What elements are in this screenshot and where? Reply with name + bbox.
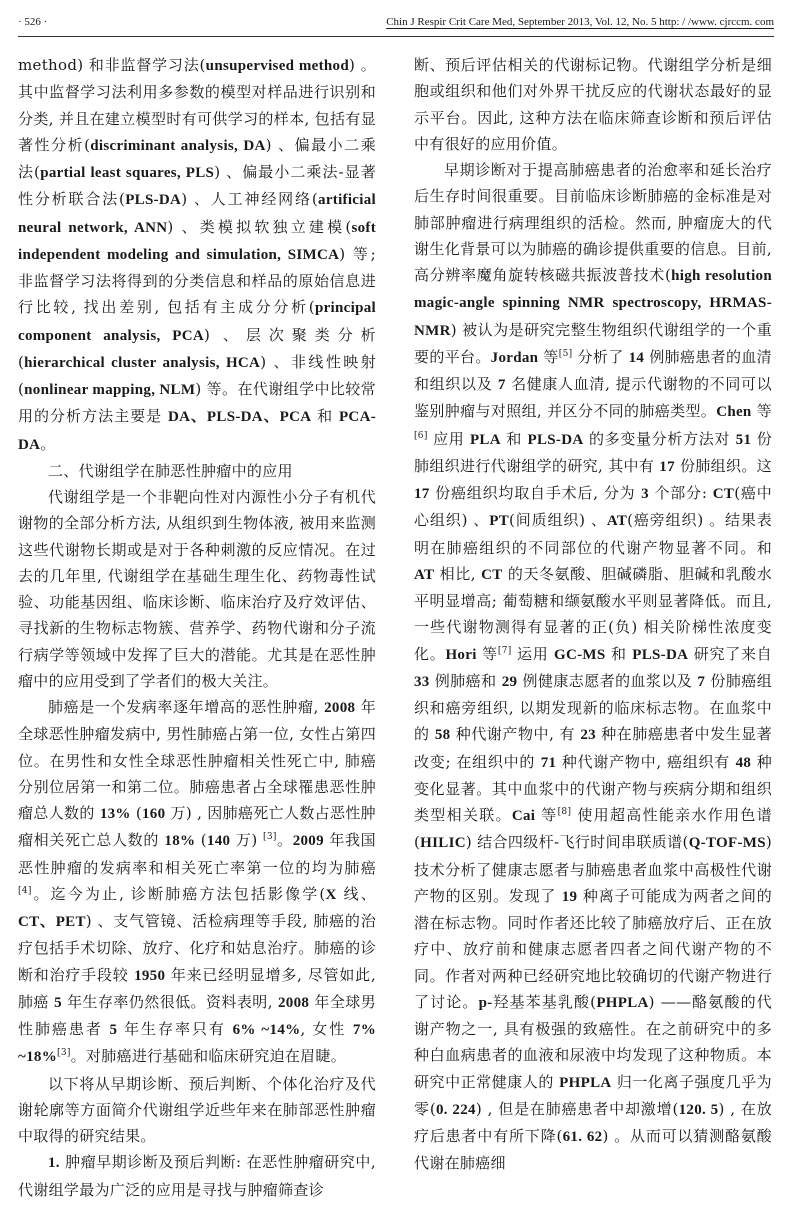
- citation-ref: [6]: [414, 430, 428, 441]
- paragraph-analysis-methods: method) 和非监督学习法(unsupervised method) 。其中监督学习法利用多参数的模型对样品进行识别和分类, 并且在建立模型时有可供学习的样本, 包括有显著性分析(discriminant analysis, DA) 、偏最小二乘法(partial least squares, PLS) 、偏最小二乘法-显著性分析联合法(PLS-DA) 、人工神经网络(artificial neural network, ANN) 、类模拟软独立建模(soft independent modeling and simulation, SIMCA) 等; 非监督学习法将得到的分类信息和样品的原始信息进行比较, 找出差别, 包括有主成分分析(principal component analysis, PCA) 、层次聚类分析(hierarchical cluster analysis, HCA) 、非线性映射(nonlinear mapping, NLM) 等。在代谢组学中比较常用的分析方法主要是 DA、PLS-DA、PCA 和 PCA-DA。: [18, 56, 377, 453]
- citation-ref: [4]: [18, 885, 32, 896]
- citation-ref: [3]: [263, 832, 277, 843]
- citation-ref: [7]: [497, 645, 512, 656]
- paragraph-overview: 以下将从早期诊断、预后判断、个体化治疗及代谢轮廓等方面简介代谢组学近些年来在肺部恶性肿瘤中取得的研究结果。: [18, 1074, 376, 1145]
- paragraph-early-diagnosis-studies: 早期诊断对于提高肺癌患者的治愈率和延长治疗后生存时间很重要。目前临床诊断肺癌的金标准是对肺部肿瘤进行病理组织的活检。然而, 肿瘤庞大的代谢生化背景可以为肺癌的确诊提供重要的信息。目前, 高分辨率魔角旋转核磁共振波普技术(high resolution magic-angle spinning NMR spectroscopy, HRMAS-NMR) 被认为是研究完整生物组织代谢组学的一个重要的平台。Jordan 等[5] 分析了 14 例肺癌患者的血清和组织以及 7 名健康人血清, 提示代谢物的不同可以鉴别肿瘤与对照组, 并区分不同的肺癌类型。Chen 等[6] 应用 PLA 和 PLS-DA 的多变量分析方法对 51 份肺组织进行代谢组学的研究, 其中有 17 份肺组织。这 17 份癌组织均取自手术后, 分为 3 个部分: CT(癌中心组织) 、PT(间质组织) 、AT(癌旁组织) 。结果表明在肺癌组织的不同部位的代谢产物显著不同。和 AT 相比, CT 的天冬氨酸、胆碱磷脂、胆碱和乳酸水平明显增高; 葡萄糖和缬氨酸水平则显著降低。而且, 一些代谢物测得有显著的正(负) 相关阶梯性浓度变化。Hori 等[7] 运用 GC-MS 和 PLS-DA 研究了来自 33 例肺癌和 29 例健康志愿者的血浆以及 7 份肺癌组织和癌旁组织, 以期发现新的临床标志物。在血浆中的 58 种代谢产物中, 有 23 种在肺癌患者中发生显著改变; 在组织中的 71 种代谢产物中, 癌组织有 48 种变化显著。其中血浆中的代谢产物与疾病分期和组织类型相关联。Cai 等[8] 使用超高性能亲水作用色谱(HILIC) 结合四级杆-飞行时间串联质谱(Q-TOF-MS) 技术分析了健康志愿者与肺癌患者血浆中高极性代谢产物的区别。发现了 19 种离子可能成为两者之间的潜在标志物。同时作者还比较了肺癌放疗后、正在放疗中、放疗前和健康志愿者四者之间代谢产物的不同。作者对两种已经研究地比较确切的代谢产物进行了讨论。p-羟基苯基乳酸(PHPLA) ——酪氨酸的代谢产物之一, 具有极强的致癌性。在之前研究中的多种白血病患者的血液和尿液中均发现了这种物质。本研究中正常健康人的 PHPLA 归一化离子强度几乎为零(0. 224) , 但是在肺癌患者中却激增(120. 5) , 在放疗后患者中有所下降(61. 62) 。从而可以猜测酪氨酸代谢在肺癌细: [414, 161, 773, 1173]
- header-rule: [18, 36, 774, 37]
- journal-citation-line: Chin J Respir Crit Care Med, September 2013, Vol. 12, No. 5 http: / /www. cjrccm. com: [386, 16, 774, 28]
- citation-ref: [3]: [57, 1048, 71, 1059]
- section-heading-2: 二、代谢组学在肺恶性肿瘤中的应用: [48, 461, 293, 480]
- citation-ref: [5]: [558, 348, 573, 359]
- citation-ref: [8]: [557, 807, 572, 817]
- paragraph-lung-cancer-epidemiology: 肺癌是一个发病率逐年增高的恶性肿瘤, 2008 年全球恶性肿瘤发病中, 男性肺癌占第一位, 女性占第四位。在男性和女性全球恶性肿瘤相关性死亡中, 肺癌分别位居第一和第二位。肺癌患者占全球罹患恶性肿瘤总人数的 13% (160 万) , 因肺癌死亡人数占恶性肿瘤相关死亡总人数的 18% (140 万) [3]。2009 年我国恶性肿瘤的发病率和相关死亡率第一位的均为肺癌[4]。迄今为止, 诊断肺癌方法包括影像学(X 线、CT、PET) 、支气管镜、活检病理等手段, 肺癌的治疗包括手术切除、放疗、化疗和姑息治疗。肺癌的诊断和治疗手段较 1950 年来已经明显增多, 尽管如此, 肺癌 5 年生存率仍然很低。资料表明, 2008 年全球男性肺癌患者 5 年生存率只有 6% ~14%, 女性 7% ~18%[3]。对肺癌进行基础和临床研究迫在眉睫。: [18, 698, 377, 1066]
- left-column: [18, 52, 376, 1203]
- right-column: [414, 52, 772, 1177]
- subsection-early-diagnosis: 1. 肿瘤早期诊断及预后判断: 在恶性肿瘤研究中, 代谢组学最为广泛的应用是寻找与肿瘤筛查诊: [18, 1153, 376, 1199]
- paragraph-biomarker-continuation: 断、预后评估相关的代谢标记物。代谢组学分析是细胞或组织和他们对外界干扰反应的代谢状态最好的显示平台。因此, 这种方法在临床筛查诊断和预后评估中有很好的应用价值。: [414, 56, 772, 153]
- page-number: · 526 ·: [18, 16, 48, 28]
- page-header: [18, 12, 774, 36]
- paragraph-metabolomics-intro: 代谢组学是一个非靶向性对内源性小分子有机代谢物的全部分析方法, 从组织到生物体液, 被用来监测这些代谢物长期或是对于各种刺激的反应情况。在过去的几年里, 代谢组学在基础生理生化、药物毒性试验、功能基因组、临床诊断、临床治疗及疗效评估、寻找新的生物标志物簇、营养学、药物代谢和分子流行病学等领域中发挥了巨大的潜能。尤其是在恶性肿瘤中的应用受到了学者们的极大关注。: [18, 488, 376, 690]
